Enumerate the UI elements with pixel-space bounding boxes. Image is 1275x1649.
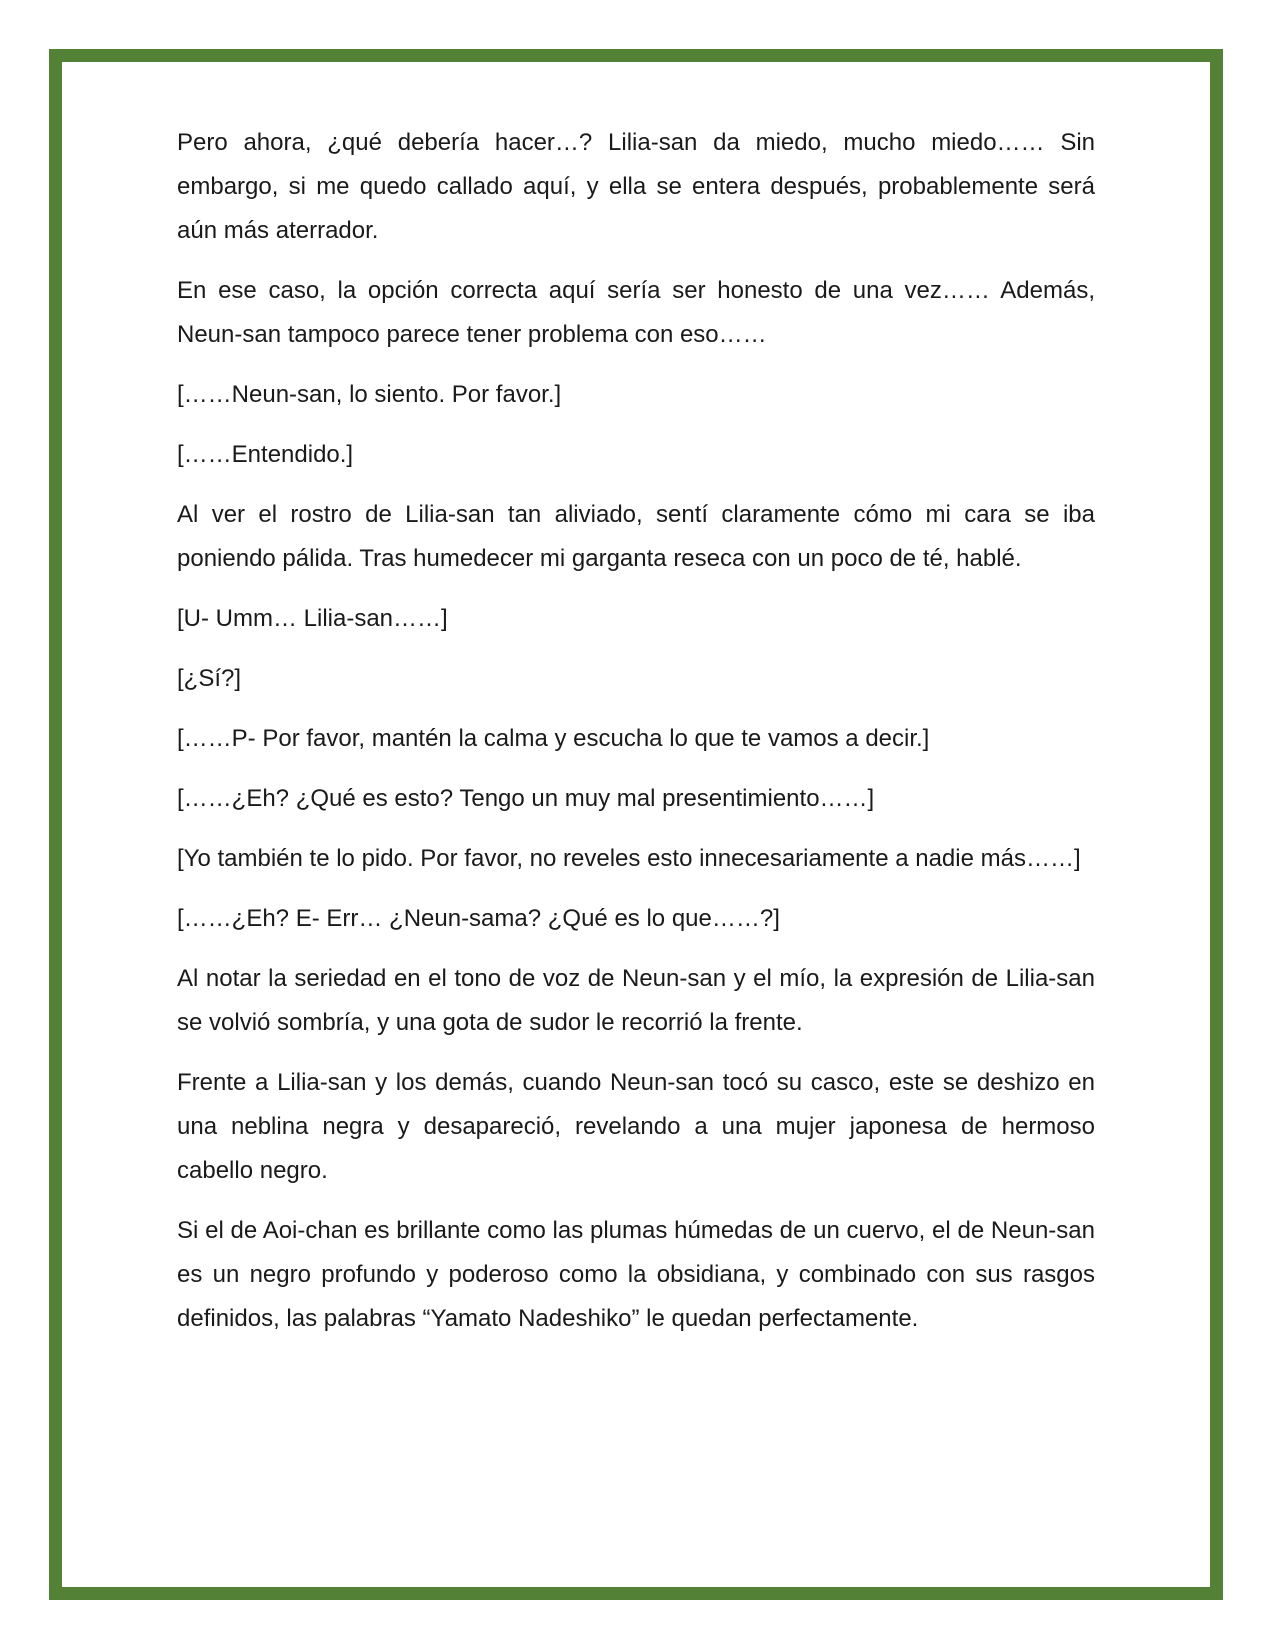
paragraph-4: Al notar la seriedad en el tono de voz de Neun-san y el mío, la expresión de Lilia-san se volvió sombría, y una gota de sudor le recorrió la frente. — [177, 965, 1095, 1036]
dialogue-line-2: [……Entendido.] — [177, 441, 354, 468]
document-body — [177, 121, 1095, 1357]
dialogue-line-6: [……¿Eh? ¿Qué es esto? Tengo un muy mal presentimiento……] — [177, 785, 875, 812]
paragraph-2: En ese caso, la opción correcta aquí sería ser honesto de una vez…… Además, Neun-san tampoco parece tener problema con eso…… — [177, 277, 1095, 348]
paragraph-1: Pero ahora, ¿qué debería hacer…? Lilia-san da miedo, mucho miedo…… Sin embargo, si me quedo callado aquí, y ella se entera después, probablemente será aún más aterrador. — [177, 129, 1095, 244]
dialogue-line-4: [¿Sí?] — [177, 665, 242, 692]
dialogue-line-7: [Yo también te lo pido. Por favor, no reveles esto innecesariamente a nadie más……] — [177, 845, 1081, 872]
paragraph-3: Al ver el rostro de Lilia-san tan aliviado, sentí claramente cómo mi cara se iba poniendo pálida. Tras humedecer mi garganta reseca con un poco de té, hablé. — [177, 501, 1095, 572]
dialogue-line-3: [U- Umm… Lilia-san……] — [177, 605, 448, 632]
dialogue-line-5: [……P- Por favor, mantén la calma y escucha lo que te vamos a decir.] — [177, 725, 930, 752]
dialogue-line-8: [……¿Eh? E- Err… ¿Neun-sama? ¿Qué es lo que……?] — [177, 905, 780, 932]
paragraph-5: Frente a Lilia-san y los demás, cuando Neun-san tocó su casco, este se deshizo en una neblina negra y desapareció, revelando a una mujer japonesa de hermoso cabello negro. — [177, 1069, 1095, 1184]
paragraph-6: Si el de Aoi-chan es brillante como las plumas húmedas de un cuervo, el de Neun-san es un negro profundo y poderoso como la obsidiana, y combinado con sus rasgos definidos, las palabras “Yamato Nadeshiko” le quedan perfectamente. — [177, 1217, 1095, 1332]
dialogue-line-1: [……Neun-san, lo siento. Por favor.] — [177, 381, 562, 408]
